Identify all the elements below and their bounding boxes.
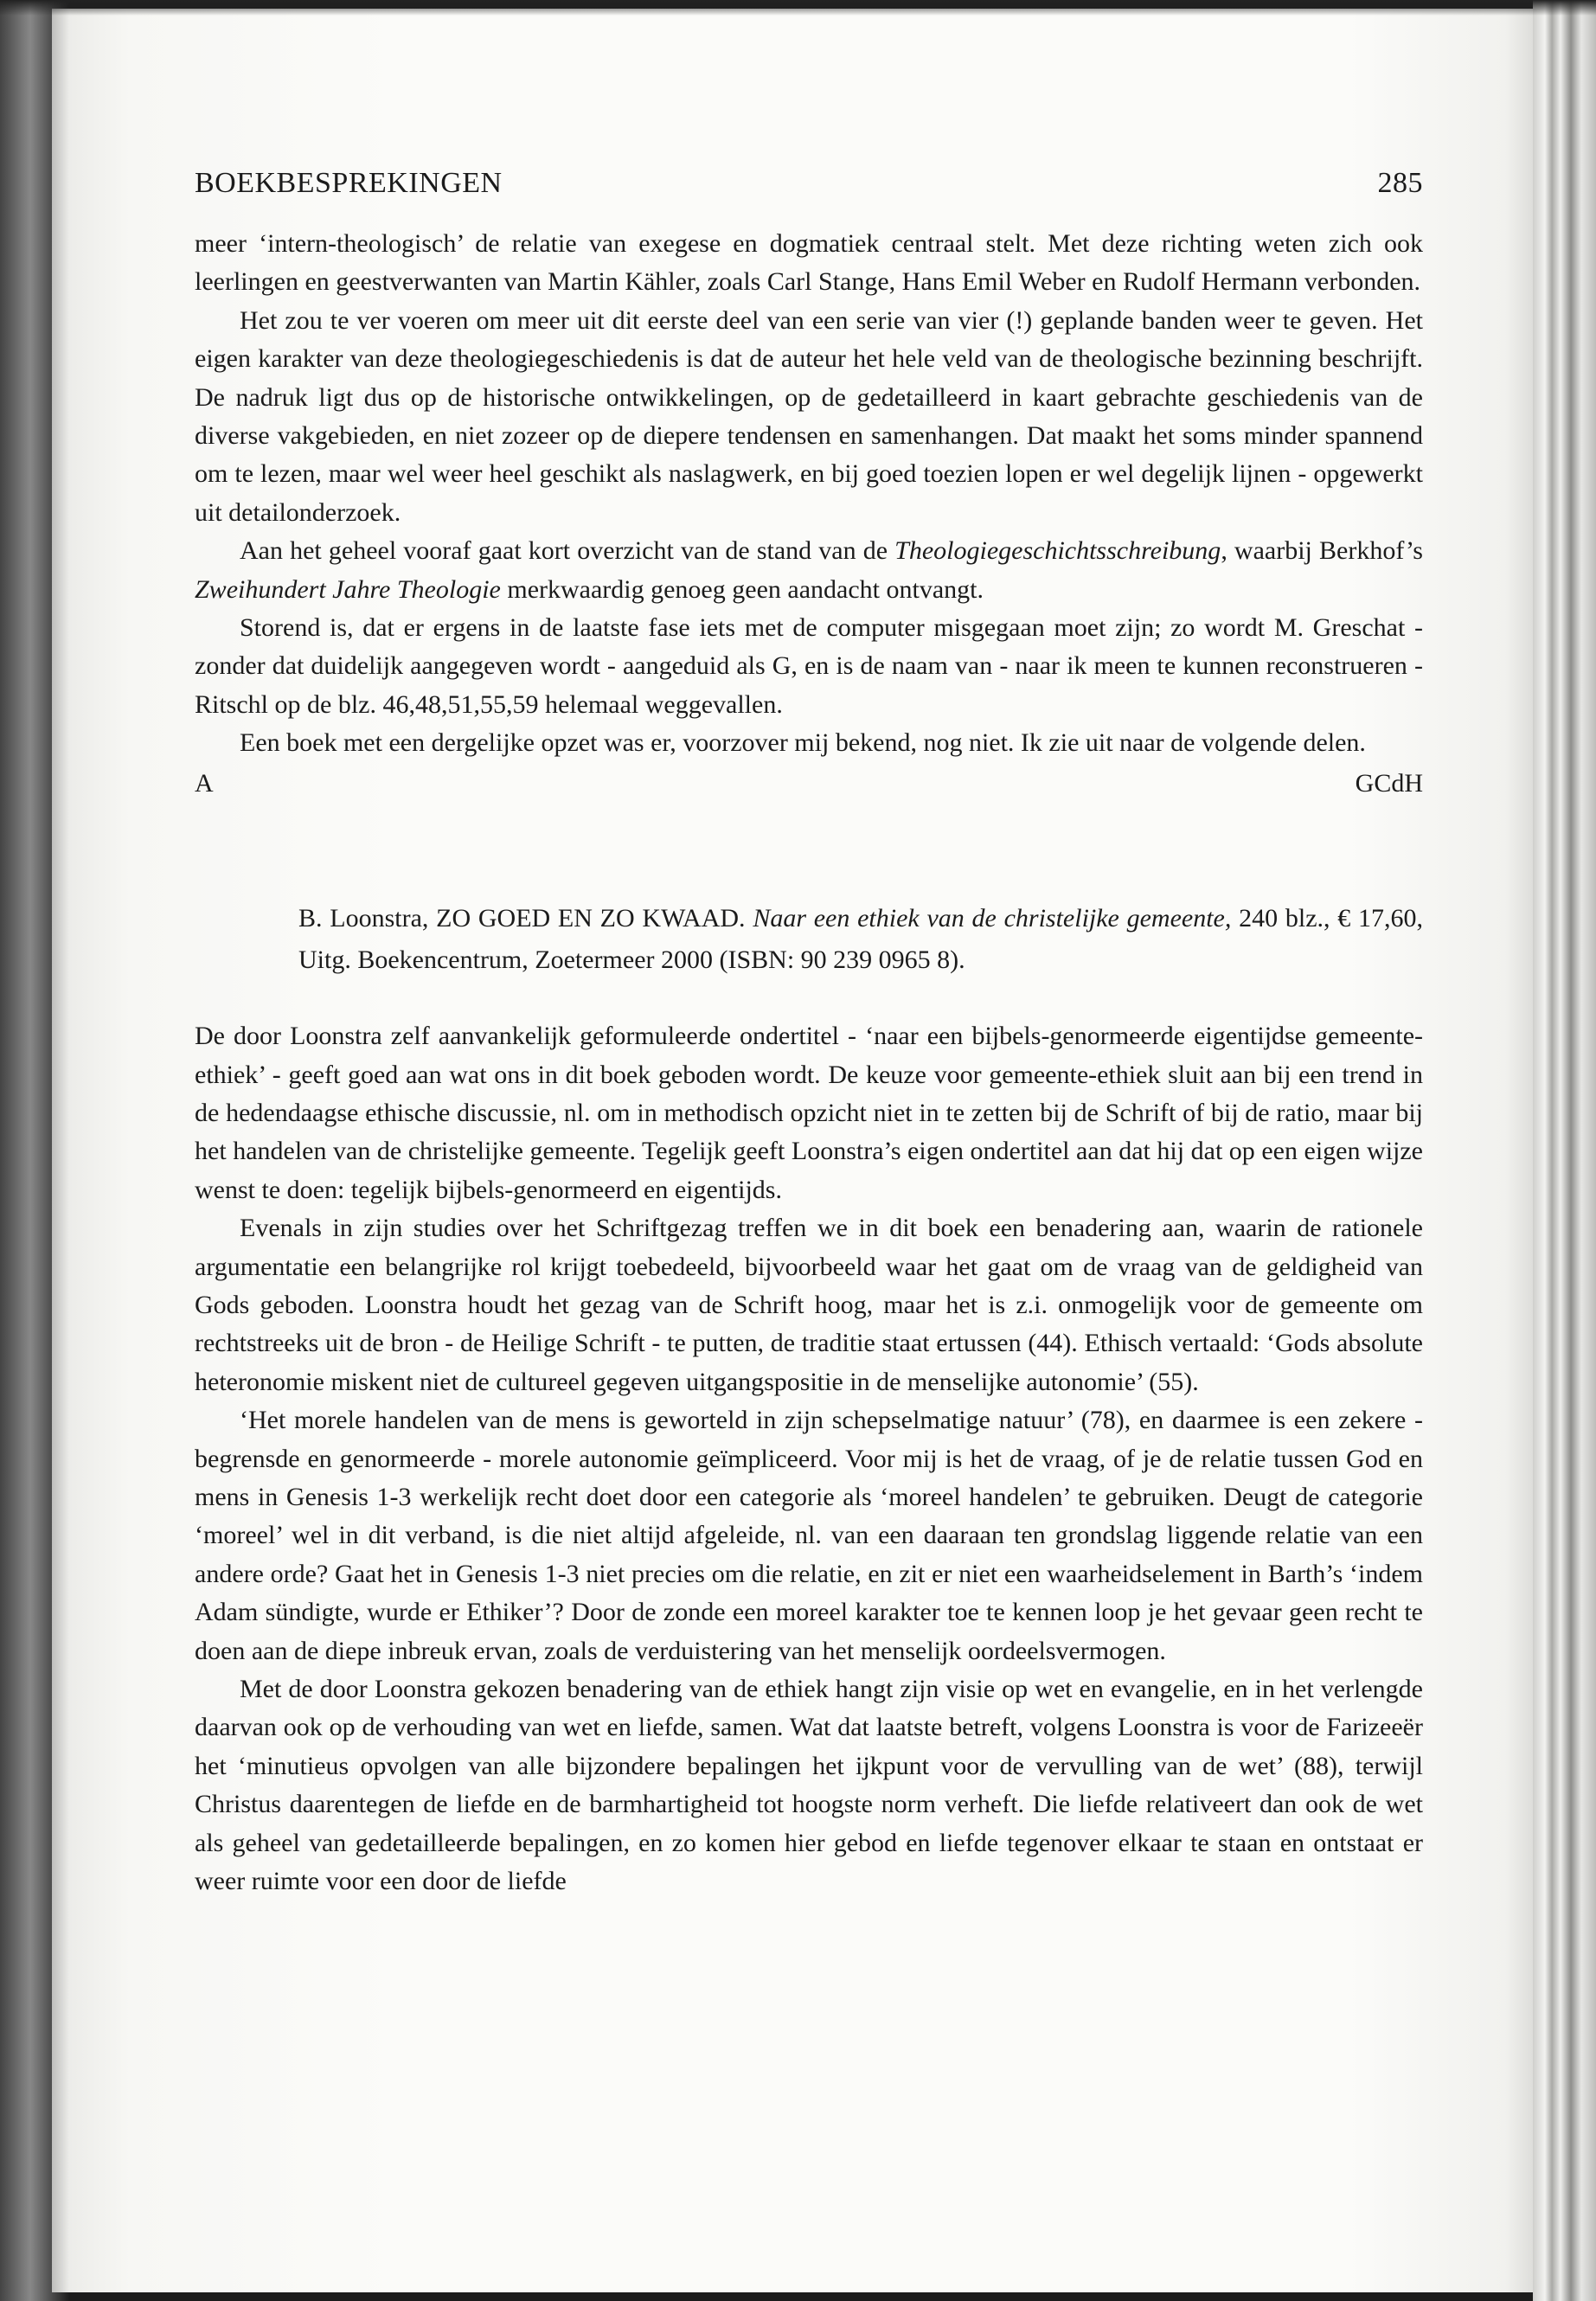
section-title: BOEKBESPREKINGEN — [195, 167, 503, 199]
book-author: B. Loonstra, — [298, 904, 437, 933]
paragraph: Storend is, dat er ergens in de laatste fase iets met de computer misgegaan moet zijn; zo wordt M. Greschat - zonder dat duidelijk aangegeven wordt - aangeduid als G, en is de naam van - naar ik meen te kunnen reconstrueren - Ritschl op de blz. 46,48,51,55,59 helemaal weggevallen. — [195, 613, 1423, 719]
top-shadow — [0, 0, 1596, 16]
text-run: , waarbij Berkhof’s — [1221, 536, 1423, 566]
paragraph: Het zou te ver voeren om meer uit dit eerste deel van een serie van vier (!) geplande banden weer te geven. Het eigen karakter van deze theologiegeschiedenis is dat de auteur het hele veld van de theologische bezinning beschrijft. De nadruk ligt dus op de historische ontwikkelingen, op de gedetailleerd in kaart gebrachte geschiedenis van de diverse vakgebieden, en niet zozeer op de diepere tendensen en samenhangen. Dat maakt het soms minder spannend om te lezen, maar wel weer heel geschikt als naslagwerk, en bij goed toezien lopen er wel degelijk lijnen - opgewerkt uit detailonderzoek. — [195, 305, 1423, 527]
running-head — [195, 164, 1423, 225]
book-details: 240 blz., € 17,60, Uitg. Boekencentrum, Zoetermeer 2000 (ISBN: 90 239 0965 8). — [298, 904, 1423, 975]
italic-term: Theologiegeschichtsschreibung — [894, 536, 1221, 566]
book-subtitle: Naar een ethiek van de christelijke gemeente, — [753, 904, 1232, 933]
reviewer-initials: GCdH — [1355, 768, 1423, 798]
paragraph: ‘Het morele handelen van de mens is geworteld in zijn schepselmatige natuur’ (78), en daarmee is een zekere - begrensde en genormeerde - morele autonomie geïmpliceerd. Voor mij is het de vraag, of je de relatie tussen God en mens in Genesis 1-3 werkelijk recht doet door een categorie als ‘moreel handelen’ te gebruiken. Deugt de categorie ‘moreel’ wel in dit verband, is die niet altijd afgeleide, nl. van een daaraan ten grondslag liggende relatie van een andere orde? Gaat het in Genesis 1-3 niet precies om die relatie, en zit er niet een waarheidselement in Barth’s ‘indem Adam sündigte, wurde er Ethiker’? Door de zonde een moreel karakter toe te kennen loop je het gevaar geen recht te doen aan de diepe inbreuk ervan, zoals de verduistering van het menselijk oordeelsvermogen. — [195, 1406, 1423, 1665]
book-citation — [298, 898, 1423, 981]
book-title: ZO GOED EN ZO KWAAD. — [436, 904, 746, 933]
signature-row — [195, 765, 1423, 803]
previous-review-end — [195, 225, 1423, 803]
paragraph: De door Loonstra zelf aanvankelijk geformuleerde ondertitel - ‘naar een bijbels-genormeerde eigentijdse gemeente-ethiek’ - geeft goed aan wat ons in dit boek geboden wordt. De keuze voor gemeente-ethiek sluit aan bij een trend in de hedendaagse ethische discussie, nl. om in methodisch opzicht niet in te zetten bij de Schrift of bij de ratio, maar bij het handelen van de christelijke gemeente. Tegelijk geeft Loonstra’s eigen ondertitel aan dat hij dat op een eigen wijze wenst te doen: tegelijk bijbels-genormeerd en eigentijds. — [195, 1022, 1423, 1204]
paragraph-continuation: meer ‘intern-theologisch’ de relatie van exegese en dogmatiek centraal stelt. Met deze richting weten zich ook leerlingen en geestverwanten van Martin Kähler, zoals Carl Stange, Hans Emil Weber en Rudolf Hermann verbonden. — [195, 229, 1423, 297]
page-content — [195, 164, 1423, 1900]
paragraph: Evenals in zijn studies over het Schriftgezag treffen we in dit boek een benadering aan, waarin de rationele argumentatie een belangrijke rol krijgt toebedeeld, bijvoorbeeld waar het gaat om de vraag van de geldigheid van Gods geboden. Loonstra houdt het gezag van de Schrift hoog, maar het is z.i. onmogelijk voor de gemeente om rechtstreeks uit de bron - de Heilige Schrift - te putten, de traditie staat ertussen (44). Ethisch vertaald: ‘Gods absolute heteronomie miskent niet de cultureel gegeven uitgangspositie in de menselijke autonomie’ (55). — [195, 1214, 1423, 1396]
paragraph: Een boek met een dergelijke opzet was er, voorzover mij bekend, nog niet. Ik zie uit naar de volgende delen. — [240, 728, 1366, 758]
review-body — [195, 1017, 1423, 1900]
text-run: merkwaardig genoeg geen aandacht ontvangt. — [500, 574, 984, 604]
page-edges — [1533, 0, 1596, 2301]
paragraph: Met de door Loonstra gekozen benadering van de ethiek hangt zijn visie op wet en evangelie, en in het verlengde daarvan ook op de verhouding van wet en liefde, samen. Wat dat laatste betreft, volgens Loonstra is voor de Farizeeër het ‘minutieus opvolgen van alle bijzondere bepalingen het ijkpunt voor de vervulling van de wet’ (88), terwijl Christus daarentegen de liefde en de barmhartigheid tot hoogste norm verheft. Die liefde relativeert dan ook de wet als geheel van gedetailleerde bepalingen, en zo komen hier gebod en liefde tegenover elkaar te staan en ontstaat er weer ruimte voor een door de liefde — [195, 1675, 1423, 1896]
text-run: Aan het geheel vooraf gaat kort overzicht van de stand van de — [240, 536, 895, 566]
italic-book-title: Zweihundert Jahre Theologie — [195, 574, 501, 604]
place-mark: A — [195, 768, 214, 798]
paragraph — [195, 532, 1423, 609]
page-number: 285 — [1377, 167, 1423, 199]
binding-shadow — [0, 0, 69, 2301]
